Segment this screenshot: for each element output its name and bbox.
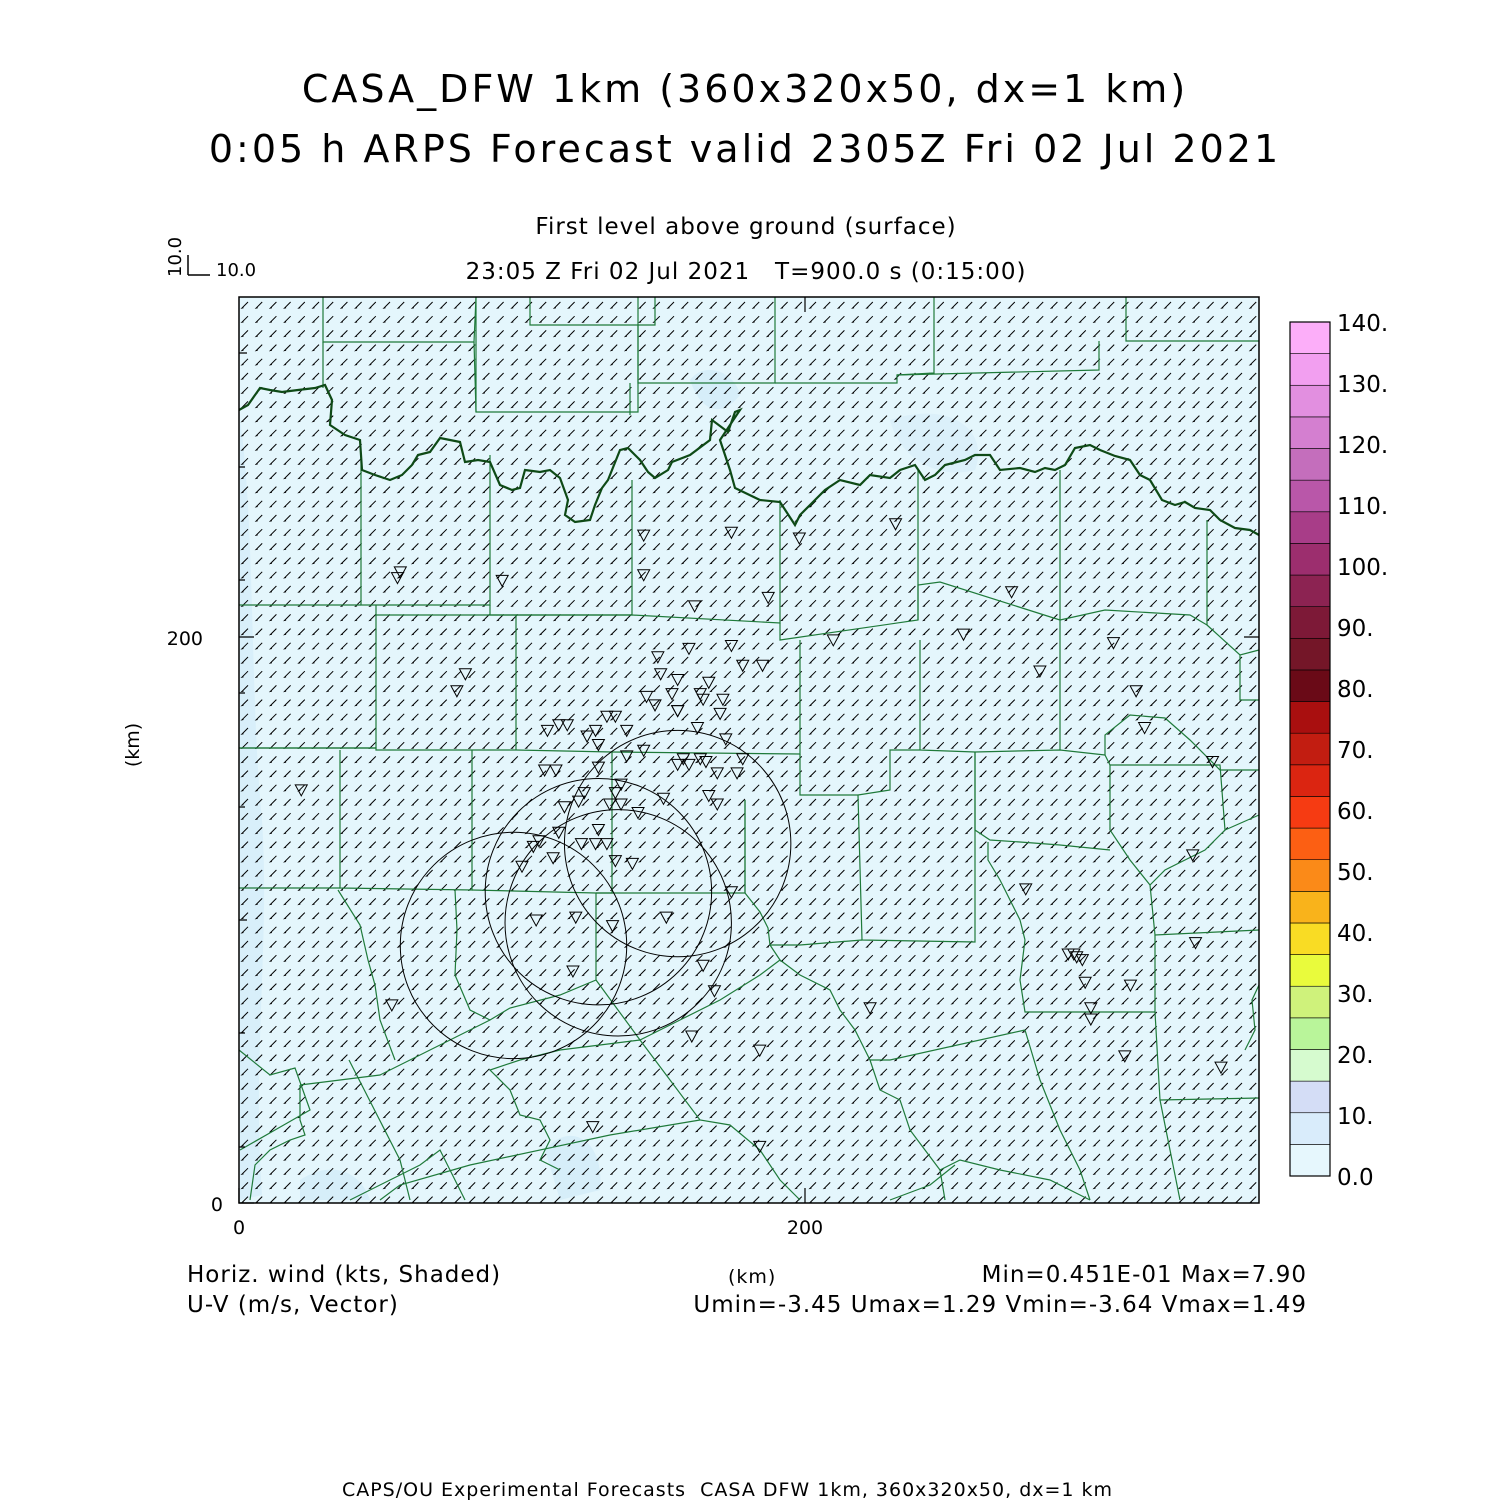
colorbar-label: 140. [1337, 311, 1389, 337]
colorbar-swatch [1290, 512, 1330, 544]
colorbar-label: 20. [1337, 1043, 1374, 1069]
colorbar-swatch [1290, 1113, 1330, 1145]
colorbar-swatch [1290, 796, 1330, 828]
colorbar-swatch [1290, 860, 1330, 892]
colorbar-swatch [1290, 670, 1330, 702]
reference-vector-v-label: 10.0 [165, 236, 186, 277]
colorbar-swatch [1290, 607, 1330, 639]
colorbar-label: 100. [1337, 555, 1389, 581]
x-axis-label: (km) [728, 1266, 777, 1288]
colorbar-swatch [1290, 417, 1330, 449]
colorbar-swatch [1290, 1081, 1330, 1113]
map-panel [239, 297, 1259, 1203]
colorbar-label: 90. [1337, 616, 1374, 642]
colorbar-swatch [1290, 322, 1330, 354]
time-subtitle: 23:05 Z Fri 02 Jul 2021 T=900.0 s (0:15:00) [465, 259, 1027, 285]
colorbar-label: 120. [1337, 433, 1389, 459]
reference-vector [165, 237, 256, 281]
colorbar-label: 130. [1337, 372, 1389, 398]
colorbar [1290, 311, 1388, 1191]
colorbar-swatch [1290, 543, 1330, 575]
x-tick-label: 0 [232, 1217, 246, 1239]
field-label: Horiz. wind (kts, Shaded) [187, 1262, 502, 1288]
y-tick-label: 200 [166, 628, 203, 650]
footer-credit: CAPS/OU Experimental Forecasts CASA DFW 1km, 360x320x50, dx=1 km [341, 1479, 1114, 1501]
colorbar-label: 110. [1337, 494, 1389, 520]
chart-title: CASA_DFW 1km (360x320x50, dx=1 km) [301, 67, 1189, 111]
y-tick-label: 0 [210, 1194, 223, 1216]
colorbar-swatch [1290, 1018, 1330, 1050]
min-max-stats: Min=0.451E-01 Max=7.90 [981, 1262, 1307, 1288]
colorbar-swatch [1290, 638, 1330, 670]
level-subtitle: First level above ground (surface) [535, 214, 957, 240]
colorbar-swatch [1290, 702, 1330, 734]
reference-vector-u-label: 10.0 [216, 260, 257, 281]
colorbar-label: 0.0 [1337, 1165, 1374, 1191]
colorbar-label: 80. [1337, 677, 1374, 703]
colorbar-swatch [1290, 1049, 1330, 1081]
colorbar-label: 10. [1337, 1104, 1374, 1130]
colorbar-swatch [1290, 1144, 1330, 1176]
y-axis-label: (km) [122, 722, 144, 768]
colorbar-swatch [1290, 385, 1330, 417]
forecast-valid-title: 0:05 h ARPS Forecast valid 2305Z Fri 02 Jul 2021 [208, 127, 1282, 171]
uv-min-max-stats: Umin=-3.45 Umax=1.29 Vmin=-3.64 Vmax=1.49 [693, 1292, 1307, 1318]
colorbar-swatch [1290, 986, 1330, 1018]
colorbar-swatch [1290, 891, 1330, 923]
colorbar-label: 40. [1337, 921, 1374, 947]
colorbar-swatch [1290, 955, 1330, 987]
colorbar-swatch [1290, 449, 1330, 481]
colorbar-swatch [1290, 765, 1330, 797]
colorbar-swatch [1290, 733, 1330, 765]
vector-label: U-V (m/s, Vector) [187, 1292, 399, 1318]
x-tick-label: 200 [786, 1217, 824, 1239]
colorbar-swatch [1290, 354, 1330, 386]
colorbar-swatch [1290, 923, 1330, 955]
colorbar-label: 30. [1337, 982, 1374, 1008]
colorbar-swatch [1290, 828, 1330, 860]
colorbar-label: 70. [1337, 738, 1374, 764]
colorbar-swatch [1290, 480, 1330, 512]
colorbar-swatch [1290, 575, 1330, 607]
colorbar-label: 50. [1337, 860, 1374, 886]
colorbar-label: 60. [1337, 799, 1374, 825]
